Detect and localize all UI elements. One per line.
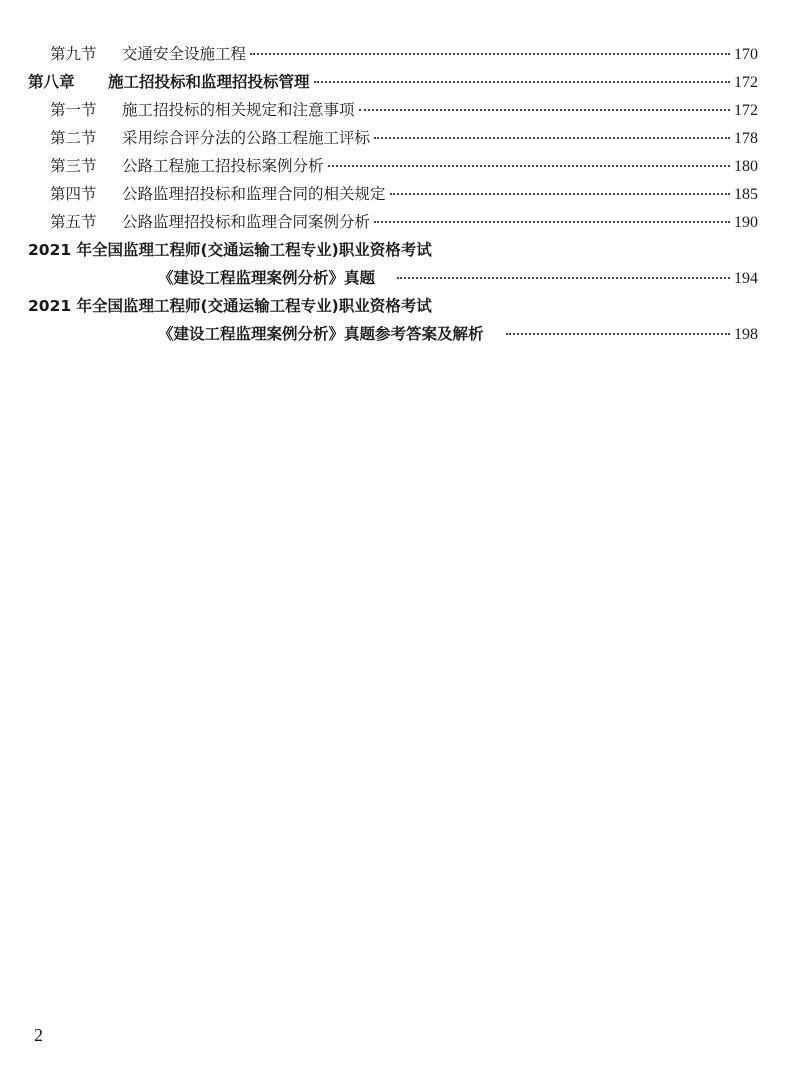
section-title: 采用综合评分法的公路工程施工评标 (122, 129, 371, 147)
toc-entry-section-4[interactable] (28, 182, 758, 210)
leader-dots (397, 277, 730, 279)
toc-entry-exam-answers-title[interactable] (28, 294, 758, 322)
page-number: 172 (734, 102, 758, 119)
toc-entry-section-3[interactable] (28, 154, 758, 182)
footer-page-number: 2 (34, 1025, 43, 1045)
toc-entry-exam-paper[interactable] (28, 266, 758, 294)
toc-entry-chapter-8[interactable] (28, 70, 758, 98)
section-number: 第四节 (50, 185, 97, 203)
section-number: 第九节 (50, 45, 97, 63)
page-number: 185 (734, 186, 758, 203)
chapter-number: 第八章 (28, 73, 75, 91)
section-title: 交通安全设施工程 (122, 45, 247, 63)
page-number: 178 (734, 130, 758, 147)
leader-dots (250, 53, 730, 55)
page-number: 198 (734, 326, 758, 343)
section-number: 第一节 (50, 101, 97, 119)
section-title: 施工招投标的相关规定和注意事项 (122, 101, 355, 119)
chapter-title: 施工招投标和监理招投标管理 (108, 73, 310, 91)
leader-dots (390, 193, 730, 195)
page-number: 180 (734, 158, 758, 175)
leader-dots (506, 333, 730, 335)
leader-dots (374, 221, 730, 223)
leader-dots (374, 137, 730, 139)
section-title: 公路监理招投标和监理合同案例分析 (122, 213, 371, 231)
page-number: 194 (734, 270, 758, 287)
page-number: 170 (734, 46, 758, 63)
toc-entry-section-1[interactable] (28, 98, 758, 126)
page-number: 190 (734, 214, 758, 231)
toc-entry-section-9[interactable] (28, 42, 758, 70)
section-number: 第二节 (50, 129, 97, 147)
exam-title-line: 2021 年全国监理工程师(交通运输工程专业)职业资格考试 (28, 297, 432, 315)
toc-entry-section-5[interactable] (28, 210, 758, 238)
toc-entry-exam-title[interactable] (28, 238, 758, 266)
section-number: 第三节 (50, 157, 97, 175)
section-title: 公路监理招投标和监理合同的相关规定 (122, 185, 386, 203)
section-number: 第五节 (50, 213, 97, 231)
page-number: 172 (734, 74, 758, 91)
exam-subtitle-line: 《建设工程监理案例分析》真题参考答案及解析 (158, 325, 484, 343)
table-of-contents (28, 42, 758, 350)
exam-subtitle-line: 《建设工程监理案例分析》真题 (158, 269, 376, 287)
toc-entry-section-2[interactable] (28, 126, 758, 154)
exam-title-line: 2021 年全国监理工程师(交通运输工程专业)职业资格考试 (28, 241, 432, 259)
toc-entry-exam-answers[interactable] (28, 322, 758, 350)
leader-dots (359, 109, 730, 111)
leader-dots (314, 81, 730, 83)
section-title: 公路工程施工招投标案例分析 (122, 157, 324, 175)
leader-dots (328, 165, 730, 167)
